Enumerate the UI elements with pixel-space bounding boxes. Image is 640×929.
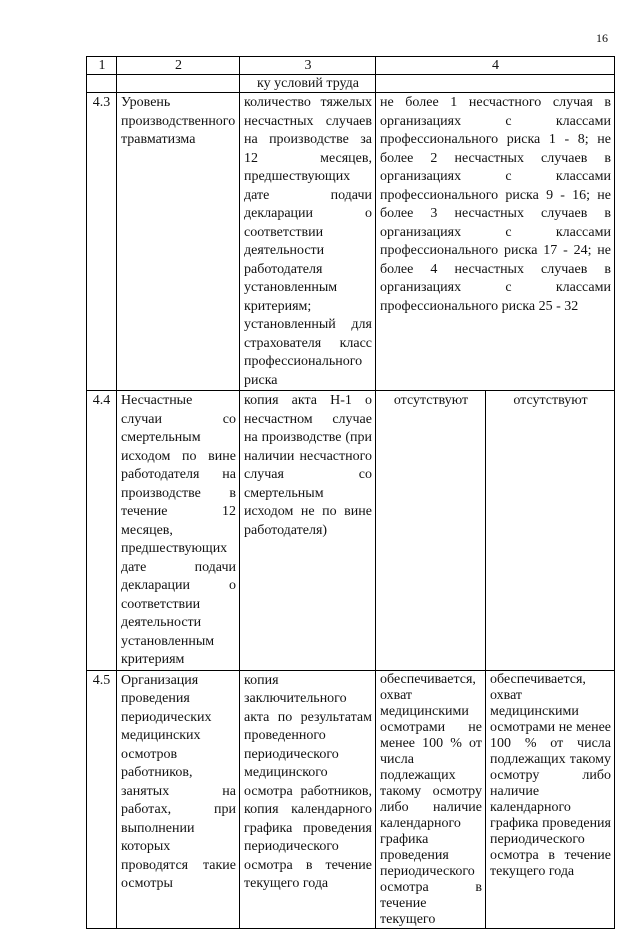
header-col-4: 4 [376,57,615,75]
criteria-table [86,56,615,929]
continuation-cell-num [87,75,117,93]
page-number: 16 [596,31,608,45]
header-col-3: 3 [240,57,376,75]
continuation-text: ку условий труда [240,75,376,93]
row-requirement-b: отсутствуют [486,391,615,671]
table-row-4-5 [87,670,615,928]
continuation-row [87,75,615,93]
row-indicator: Уровень производственного травматизма [117,93,240,391]
row-number: 4.5 [87,670,117,928]
table-header-row [87,57,615,75]
table-row-4-3 [87,93,615,391]
row-requirement: не более 1 несчастного случая в организациях с классами профессионального риска 1 - 8; не более 2 несчастных случаев в организациях с классами профессионального риска 9 - 16; не более 3 несчастных случаев в организациях с классами профессионального риска 17 - 24; не более 4 несчастных случаев в организациях с классами профессионального риска 25 - 32 [376,93,615,391]
row-number: 4.4 [87,391,117,671]
row-requirement-a: обеспечивается, охват медицинскими осмотрами не менее 100 % от числа подлежащих такому осмотру либо наличие календарного графика проведения периодического осмотра в течение текущего [376,670,486,928]
header-col-2: 2 [117,57,240,75]
continuation-cell-requirement [376,75,615,93]
row-document: копия заключительного акта по результатам проведенного периодического медицинского осмотра работников, копия календарного графика проведения периодического осмотра в течение текущего года [240,670,376,928]
row-document: копия акта Н-1 о несчастном случае на производстве (при наличии несчастного случая со смертельным исходом не по вине работодателя) [240,391,376,671]
row-indicator: Организация проведения периодических медицинских осмотров работников, занятых на работах, при выполнении которых проводятся такие осмотры [117,670,240,928]
row-document: количество тяжелых несчастных случаев на производстве за 12 месяцев, предшествующих дате подачи декларации о соответствии деятельности работодателя установленным критериям; установленный для страхователя класс профессионального риска [240,93,376,391]
header-col-1: 1 [87,57,117,75]
table-row-4-4 [87,391,615,671]
row-requirement-b: обеспечивается, охват медицинскими осмотрами не менее 100 % от числа подлежащих такому осмотру либо наличие календарного графика проведения периодического осмотра в течение текущего года [486,670,615,928]
row-indicator: Несчастные случаи со смертельным исходом по вине работодателя на производстве в течение 12 месяцев, предшествующих дате подачи декларации о соответствии деятельности установленным критериям [117,391,240,671]
row-requirement-a: отсутствуют [376,391,486,671]
row-number: 4.3 [87,93,117,391]
continuation-cell-indicator [117,75,240,93]
